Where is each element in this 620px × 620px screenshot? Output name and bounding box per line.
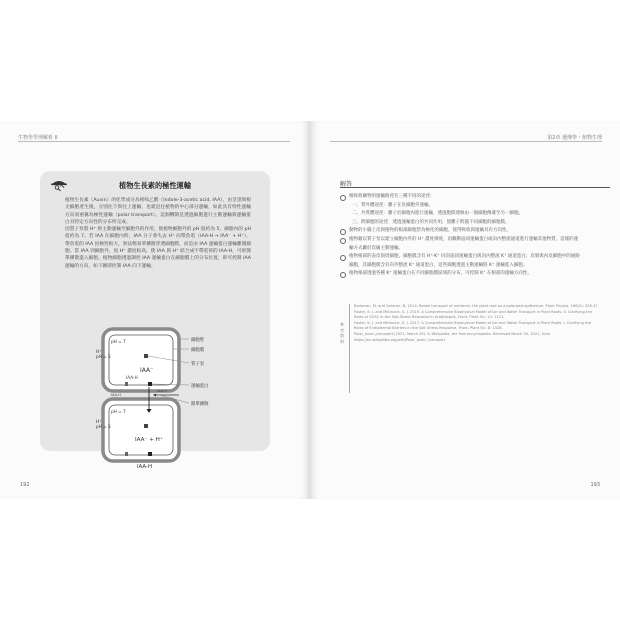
- iaa-h-gap: IAA-H: [111, 393, 121, 397]
- box-paragraph: 因質子泵將 H⁺ 經主動運輸至細胞外的作用，使植物細胞外的 pH 值約為 5，細胞內的 pH 值約為 7。若 IAA 在細胞內時，IAA 分子會失去 H⁺ 而帶負電（IAA-H → IAA⁻ + H⁺），帶負電的 IAA 因極性較大，無法輕易單擴散穿透細胞膜，而是由 IAA 運輸蛋白運輸離開細胞。當 IAA 到細胞外，因 H⁺ 濃度較高，使 IAA 與 H⁺ 結合成不帶電荷的 IAA-H，可經簡單擴散進入細胞。植物細胞透過調控 IAA 運輸蛋白在細胞膜上的分布位置，即可控制 IAA 運輸的方向，如下圖即控制 IAA 向下運輸。: [65, 227, 251, 269]
- label-diffusion: 簡單擴散: [191, 402, 209, 407]
- answer-text: 植物根部的表皮與周細胞，細胞膜含有 H⁺-K⁺ 同向協同運輸蛋白與向內整流 K⁺ 通道蛋白；皮層與內皮細胞中的通路細胞，其細胞膜含有向外整流 K⁺ 通道蛋白，這些細胞透過主動運輸將 K⁺ 運輸進入細胞。: [349, 254, 580, 268]
- label-cell-wall: 細胞壁: [191, 338, 205, 343]
- iaa-ion-top: IAA⁻: [140, 367, 154, 374]
- running-head-left: 生物學學理解析 II: [18, 135, 58, 141]
- proton-pump-icon: [144, 354, 148, 358]
- references: [340, 304, 602, 393]
- answer-text: 動物的小腸上皮與植物的根部細胞皆為極化的細胞，使得吸收與運輸具有方向性。: [349, 228, 511, 234]
- iaa-h-bottom: IAA-H: [137, 464, 152, 470]
- references-label: 參考資料: [340, 322, 344, 344]
- answer-list: [340, 193, 580, 279]
- answer-text: 二、共質體途徑：離子於細胞內進行運輸，透過胞間連絲由一個細胞傳遞至另一細胞。: [352, 211, 523, 217]
- bullet-icon: [340, 272, 346, 278]
- bullet-icon: [340, 195, 346, 201]
- right-page: [310, 121, 620, 499]
- bullet-icon: [340, 255, 346, 261]
- reference-entry: Foster, K. J. and Miklavcic, S. J. 2019. A Comprehensive Biophysical Model of Ion and Water Transport in Plant Roots. II. Clarifying the Roles of SOS1 in the Salt-Stress Response in Arabidopsis. Front. Plant Sci. 10: 1121.: [354, 309, 593, 320]
- bullet-icon: [340, 229, 346, 235]
- iaa-h-top: IAA-H: [126, 375, 138, 380]
- answer-item: [340, 193, 580, 202]
- answer-text: 植物根部透過各種 K⁺ 運輸蛋白在不同細胞膜區域的分布，可控制 K⁺ 在根部的運輸方向性。: [349, 271, 532, 277]
- ph-outside-bottom: pH = 5: [96, 424, 111, 429]
- answer-text: 一、質外體途徑：離子在於細胞外運輸。: [352, 202, 433, 208]
- running-head-rule: [330, 141, 602, 142]
- answer-subitem: [340, 219, 580, 228]
- ph-outside-top: pH = 5: [96, 354, 111, 359]
- running-head-rule: [18, 141, 290, 142]
- answer-item: [340, 270, 580, 279]
- reference-entry: Foster, K. J. and Miklavcic, S. J. 2017. A Comprehensive Biophysical Model of Ion and Water Transport in Plant Roots. I. Clarifying the Roles of Endodermal Barriers in the Salt Stress Response. Front. Plant Sci. 8: 1326.: [354, 321, 591, 331]
- answer-item: [340, 236, 580, 253]
- answer-rule: [340, 187, 610, 188]
- page-number-left: 192: [20, 482, 30, 488]
- reference-entry: Polar_auxin_transport.(2021, March 29). In Wikipedia, the free encyclopedia. Retrieved March 30, 2021, from https://en.wikipedia.org/wiki/Polar_auxin_transport: [354, 332, 551, 342]
- reference-list: [354, 304, 599, 343]
- running-head-right: 第2章 遺傳學・植物生理: [547, 135, 602, 141]
- answer-item: [340, 253, 580, 270]
- iaa-ion-bottom: IAA⁻ + H⁺: [135, 437, 163, 443]
- auxin-transport-figure: [95, 325, 245, 475]
- answer-subitem: [340, 202, 580, 211]
- answer-heading: 解答: [340, 181, 353, 188]
- ph-inside-bottom: pH = 7: [111, 409, 126, 414]
- answer-text: 三、跨細胞的途徑：透過運輸蛋白的共同作用，使離子跨越不同細胞的細胞膜。: [352, 219, 510, 225]
- transporter-icon: [148, 382, 152, 386]
- answer-item: [340, 227, 580, 236]
- label-proton-pump: 質子泵: [191, 362, 205, 367]
- box-body: [65, 197, 251, 270]
- transporter-icon: [125, 382, 128, 386]
- h-plus-top: H⁺: [96, 350, 102, 355]
- page-number-right: 193: [590, 482, 600, 488]
- transporter-icon: [148, 452, 152, 456]
- label-cell-membrane: 細胞膜: [191, 348, 205, 353]
- arrow-head-icon: [153, 394, 156, 397]
- h-plus-bottom: H⁺: [96, 420, 102, 425]
- transporter-icon: [125, 452, 128, 456]
- proton-pump-icon: [144, 424, 148, 428]
- bullet-icon: [340, 238, 346, 244]
- iaa-h-gap2: IAA-H: [157, 389, 167, 393]
- box-title: 植物生長素的極性運輸: [119, 181, 191, 190]
- ph-inside-top: pH = 7: [111, 339, 126, 344]
- box-paragraph: 植物生長素（Auxin）的化學成分為吲哚乙酸（Indole-3-acetic acid, IAA），由莖頂與根尖細胞產生後，分別往下與往上運輸，也就是往植物的中心部分運輸，如此具有特性運輸方向而重稱為極性運輸（polar transport）。這個機制是透過細胞進行主動運輸與運輸蛋白具特定方向性的分布所完成。: [65, 198, 251, 225]
- references-rule: [349, 304, 350, 393]
- book-spread: [0, 121, 620, 499]
- answer-text: 植物藉以質子泵以建立細胞內外的 H⁺ 濃度梯度，再驅動協同運輸蛋白或向內整流通道進行運輸其他物質，這樣的運輸方式屬於次級主動運輸。: [349, 236, 579, 251]
- label-transporter: 運輸蛋白: [191, 384, 209, 389]
- answer-subitem: [340, 210, 580, 219]
- answer-text: 根吸收礦物的運輸路徑有三種不同的途徑：: [349, 194, 435, 199]
- reference-entry: Barberon, M. and Geldner, N. 2014. Radial transport of nutrients: the plant root as a polarized epithelium. Plant Physiol. 166(2): 528-37.: [354, 304, 599, 308]
